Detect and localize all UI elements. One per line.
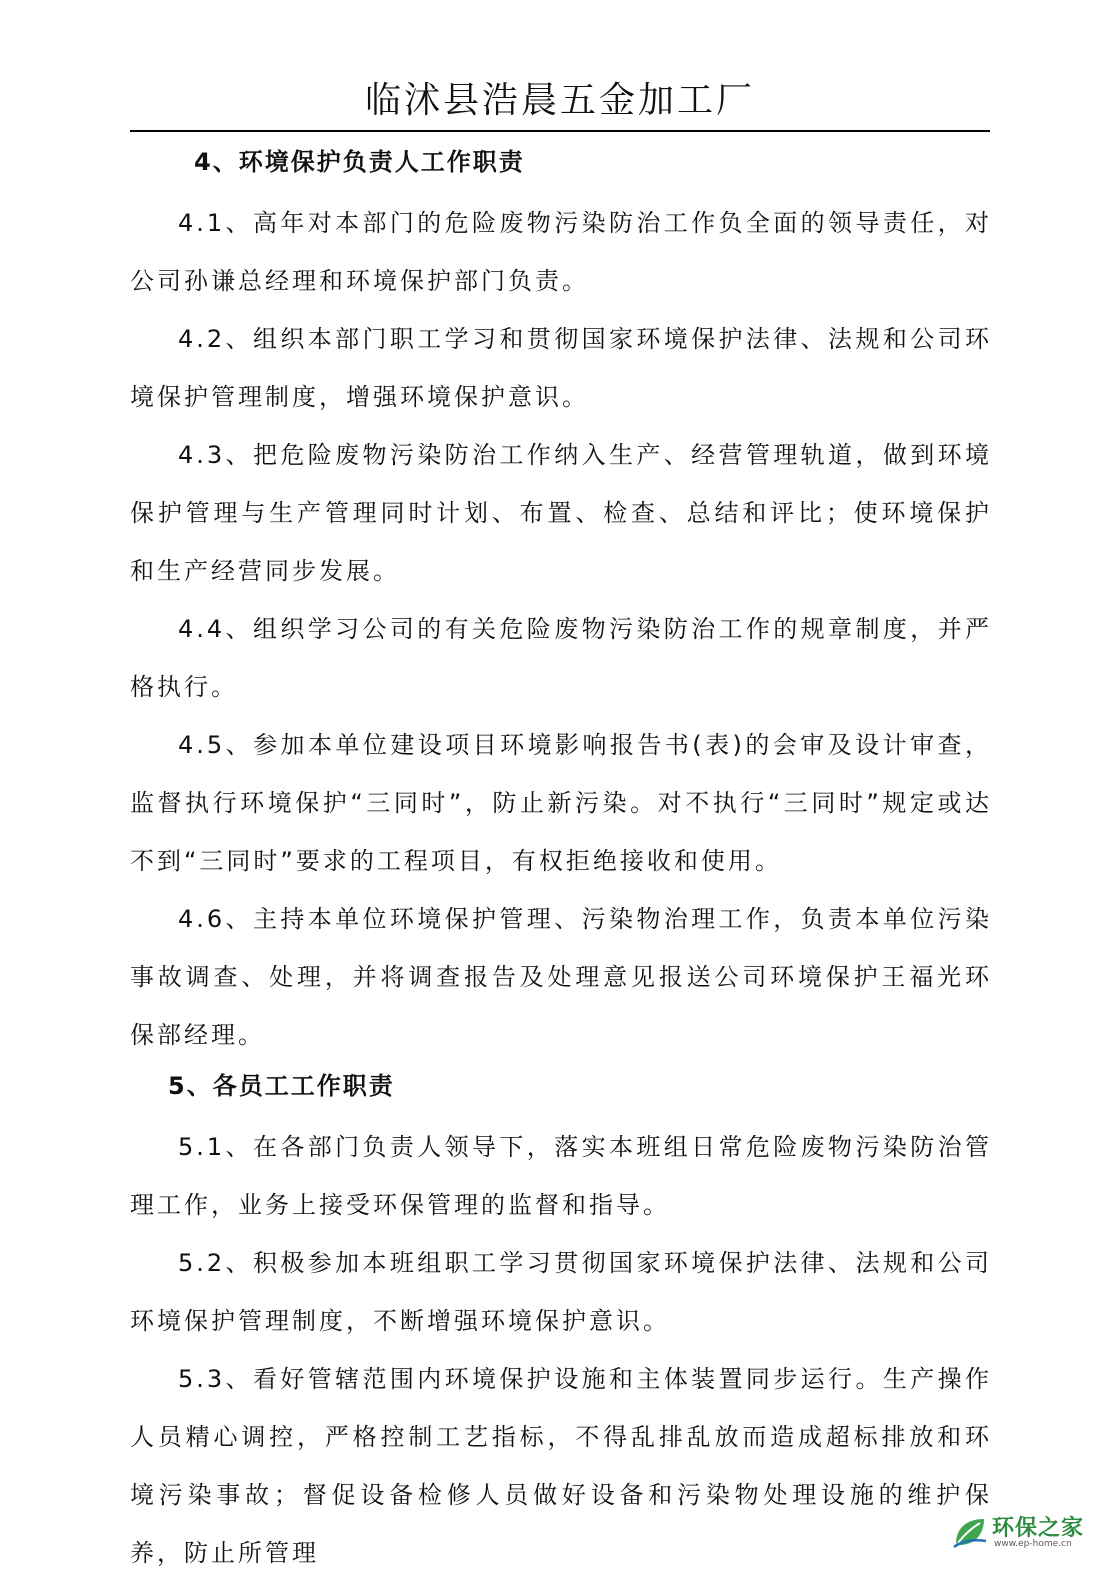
paragraph-4-3: 4.3、把危险废物污染防治工作纳入生产、经营管理轨道，做到环境保护管理与生产管理同时计划、布置、检查、总结和评比；使环境保护和生产经营同步发展。 bbox=[130, 441, 992, 585]
paragraph-4-5: 4.5、参加本单位建设项目环境影响报告书(表)的会审及设计审查，监督执行环境保护“三同时”，防止新污染。对不执行“三同时”规定或达不到“三同时”要求的工程项目，有权拒绝接收和使用。 bbox=[130, 731, 992, 875]
site-watermark bbox=[952, 1509, 1092, 1553]
paragraph-5-3: 5.3、看好管辖范围内环境保护设施和主体装置同步运行。生产操作人员精心调控，严格控制工艺指标，不得乱排乱放而造成超标排放和环境污染事故；督促设备检修人员做好设备和污染物处理设施的维护保养，防止所管理 bbox=[130, 1365, 992, 1567]
watermark-url: www.ep-home.cn bbox=[994, 1539, 1072, 1549]
paragraph-4-2: 4.2、组织本部门职工学习和贯彻国家环境保护法律、法规和公司环境保护管理制度，增强环境保护意识。 bbox=[130, 325, 992, 411]
page-header bbox=[130, 72, 990, 132]
paragraph-5-2: 5.2、积极参加本班组职工学习贯彻国家环境保护法律、法规和公司环境保护管理制度，不断增强环境保护意识。 bbox=[130, 1249, 992, 1335]
watermark-name: 环保之家 bbox=[992, 1516, 1085, 1541]
section-heading: 5、各员工工作职责 bbox=[168, 1072, 395, 1100]
leaf-logo-icon bbox=[952, 1515, 988, 1549]
section-heading: 4、环境保护负责人工作职责 bbox=[194, 148, 525, 176]
paragraph-4-4: 4.4、组织学习公司的有关危险废物污染防治工作的规章制度，并严格执行。 bbox=[130, 615, 992, 701]
paragraph-5-1: 5.1、在各部门负责人领导下，落实本班组日常危险废物污染防治管理工作，业务上接受环保管理的监督和指导。 bbox=[130, 1133, 992, 1219]
document-body bbox=[130, 140, 992, 1582]
paragraph-4-1: 4.1、高年对本部门的危险废物污染防治工作负全面的领导责任，对公司孙谦总经理和环境保护部门负责。 bbox=[130, 209, 992, 295]
document-title: 临沭县浩晨五金加工厂 bbox=[364, 80, 755, 121]
paragraph-4-6: 4.6、主持本单位环境保护管理、污染物治理工作，负责本单位污染事故调查、处理，并将调查报告及处理意见报送公司环境保护王福光环保部经理。 bbox=[130, 905, 992, 1049]
